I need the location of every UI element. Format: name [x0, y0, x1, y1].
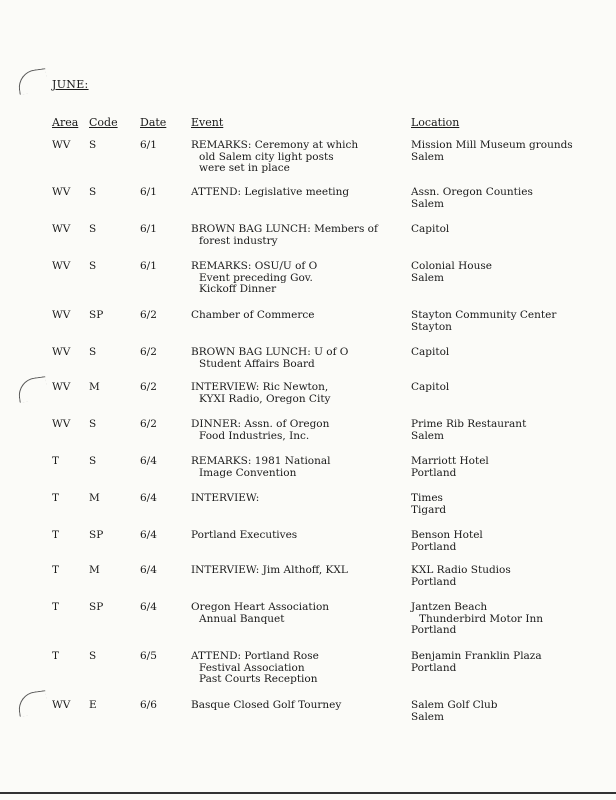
cell-location [411, 456, 489, 479]
event-line: Festival Association [199, 661, 305, 674]
cell-event [191, 187, 349, 199]
cell-event [191, 224, 378, 247]
cell-date: 6/4 [140, 564, 157, 576]
event-line: DINNER: Assn. of Oregon [191, 418, 330, 430]
cell-event [191, 456, 331, 479]
location-line: Benson Hotel [411, 529, 483, 541]
cell-area: T [52, 564, 60, 576]
cell-event [191, 530, 297, 542]
location-line: Thunderbird Motor Inn [419, 612, 544, 625]
cell-location [411, 382, 449, 394]
cell-code: S [89, 418, 97, 430]
cell-area: WV [52, 139, 71, 151]
cell-event [191, 261, 317, 296]
event-line: Food Industries, Inc. [199, 429, 310, 442]
location-line: Portland [411, 466, 457, 479]
event-line: REMARKS: Ceremony at which [191, 139, 359, 151]
cell-location [411, 347, 449, 359]
event-line: INTERVIEW: Jim Althoff, KXL [191, 564, 348, 576]
cell-event [191, 347, 348, 370]
event-line: BROWN BAG LUNCH: Members of [191, 223, 378, 235]
location-line: Portland [411, 624, 457, 636]
cell-area: T [52, 455, 60, 467]
location-line: Capitol [411, 346, 450, 358]
cell-date: 6/2 [140, 418, 157, 430]
event-line: Portland Executives [191, 529, 298, 541]
event-line: Chamber of Commerce [191, 309, 315, 321]
cell-location [411, 493, 446, 516]
cell-code: S [89, 260, 97, 272]
month-heading: JUNE: [52, 78, 89, 91]
cell-code: M [89, 564, 100, 576]
cell-area: WV [52, 186, 71, 198]
cell-area: T [52, 601, 60, 613]
cell-event [191, 700, 341, 712]
cell-area: WV [52, 223, 71, 235]
cell-date: 6/4 [140, 529, 157, 541]
header-area: Area [52, 116, 79, 129]
cell-location [411, 565, 511, 588]
event-line: Oregon Heart Association [191, 601, 330, 613]
cell-event [191, 565, 348, 577]
cell-event [191, 419, 329, 442]
cell-event [191, 651, 319, 686]
cell-code: S [89, 346, 97, 358]
location-line: Mission Mill Museum grounds [411, 139, 573, 151]
cell-event [191, 493, 259, 505]
cell-event [191, 602, 329, 625]
cell-date: 6/1 [140, 260, 157, 272]
cell-location [411, 140, 573, 163]
location-line: Times [411, 492, 443, 504]
location-line: Benjamin Franklin Plaza [411, 650, 542, 662]
punch-hole-mark [17, 376, 49, 403]
header-code: Code [89, 116, 118, 129]
location-line: KXL Radio Studios [411, 564, 511, 576]
cell-area: WV [52, 418, 71, 430]
location-line: Salem [411, 429, 444, 442]
cell-area: WV [52, 260, 71, 272]
location-line: Jantzen Beach [411, 601, 488, 613]
cell-code: SP [89, 309, 104, 321]
location-line: Stayton [411, 320, 452, 333]
cell-location [411, 530, 483, 553]
header-location: Location [411, 116, 460, 129]
cell-location [411, 700, 498, 723]
event-line: old Salem city light posts [199, 150, 334, 163]
cell-location [411, 224, 449, 236]
cell-code: S [89, 223, 97, 235]
event-line: REMARKS: OSU/U of O [191, 260, 318, 272]
cell-code: SP [89, 601, 104, 613]
cell-date: 6/2 [140, 346, 157, 358]
location-line: Marriott Hotel [411, 455, 489, 467]
event-line: REMARKS: 1981 National [191, 455, 331, 467]
cell-location [411, 187, 533, 210]
cell-location [411, 419, 526, 442]
event-line: INTERVIEW: Ric Newton, [191, 381, 329, 393]
cell-location [411, 651, 542, 674]
event-line: forest industry [199, 234, 278, 247]
location-line: Salem [411, 710, 444, 723]
cell-event [191, 140, 358, 175]
event-line: Student Affairs Board [199, 357, 315, 370]
location-line: Salem [411, 271, 444, 284]
cell-area: WV [52, 699, 71, 711]
location-line: Tigard [411, 503, 447, 516]
cell-code: S [89, 139, 97, 151]
location-line: Capitol [411, 381, 450, 393]
event-line: Kickoff Dinner [199, 283, 277, 295]
event-line: Annual Banquet [199, 612, 285, 625]
cell-area: T [52, 529, 60, 541]
cell-location [411, 261, 492, 284]
punch-hole-mark [17, 690, 49, 717]
cell-code: E [89, 699, 97, 711]
cell-code: SP [89, 529, 104, 541]
cell-location [411, 310, 556, 333]
cell-event [191, 382, 330, 405]
location-line: Assn. Oregon Counties [411, 186, 533, 198]
event-line: Past Courts Reception [199, 673, 318, 685]
location-line: Portland [411, 661, 457, 674]
location-line: Prime Rib Restaurant [411, 418, 527, 430]
event-line: INTERVIEW: [191, 492, 260, 504]
location-line: Portland [411, 575, 457, 588]
header-date: Date [140, 116, 167, 129]
header-event: Event [191, 116, 224, 129]
cell-area: WV [52, 381, 71, 393]
cell-code: S [89, 186, 97, 198]
cell-date: 6/4 [140, 601, 157, 613]
cell-code: M [89, 381, 100, 393]
event-line: ATTEND: Portland Rose [191, 650, 319, 662]
cell-area: WV [52, 309, 71, 321]
cell-date: 6/1 [140, 223, 157, 235]
location-line: Portland [411, 540, 457, 553]
location-line: Capitol [411, 223, 450, 235]
event-line: Event preceding Gov. [199, 271, 313, 284]
location-line: Salem Golf Club [411, 699, 498, 711]
cell-date: 6/5 [140, 650, 157, 662]
cell-date: 6/2 [140, 309, 157, 321]
event-line: Image Convention [199, 466, 297, 479]
cell-code: S [89, 650, 97, 662]
event-line: ATTEND: Legislative meeting [191, 186, 350, 198]
event-line: Basque Closed Golf Tourney [191, 699, 342, 711]
cell-code: M [89, 492, 100, 504]
event-line: KYXI Radio, Oregon City [199, 392, 331, 405]
cell-location [411, 602, 543, 637]
cell-area: T [52, 650, 60, 662]
cell-code: S [89, 455, 97, 467]
location-line: Salem [411, 150, 444, 163]
page-edge-line [0, 792, 616, 794]
cell-date: 6/1 [140, 139, 157, 151]
event-line: BROWN BAG LUNCH: U of O [191, 346, 349, 358]
cell-date: 6/6 [140, 699, 157, 711]
cell-event [191, 310, 314, 322]
location-line: Salem [411, 197, 444, 210]
location-line: Colonial House [411, 260, 492, 272]
cell-area: T [52, 492, 60, 504]
cell-date: 6/4 [140, 492, 157, 504]
location-line: Stayton Community Center [411, 309, 557, 321]
cell-date: 6/1 [140, 186, 157, 198]
cell-date: 6/4 [140, 455, 157, 467]
cell-area: WV [52, 346, 71, 358]
event-line: were set in place [199, 162, 290, 174]
cell-date: 6/2 [140, 381, 157, 393]
punch-hole-mark [17, 68, 49, 95]
